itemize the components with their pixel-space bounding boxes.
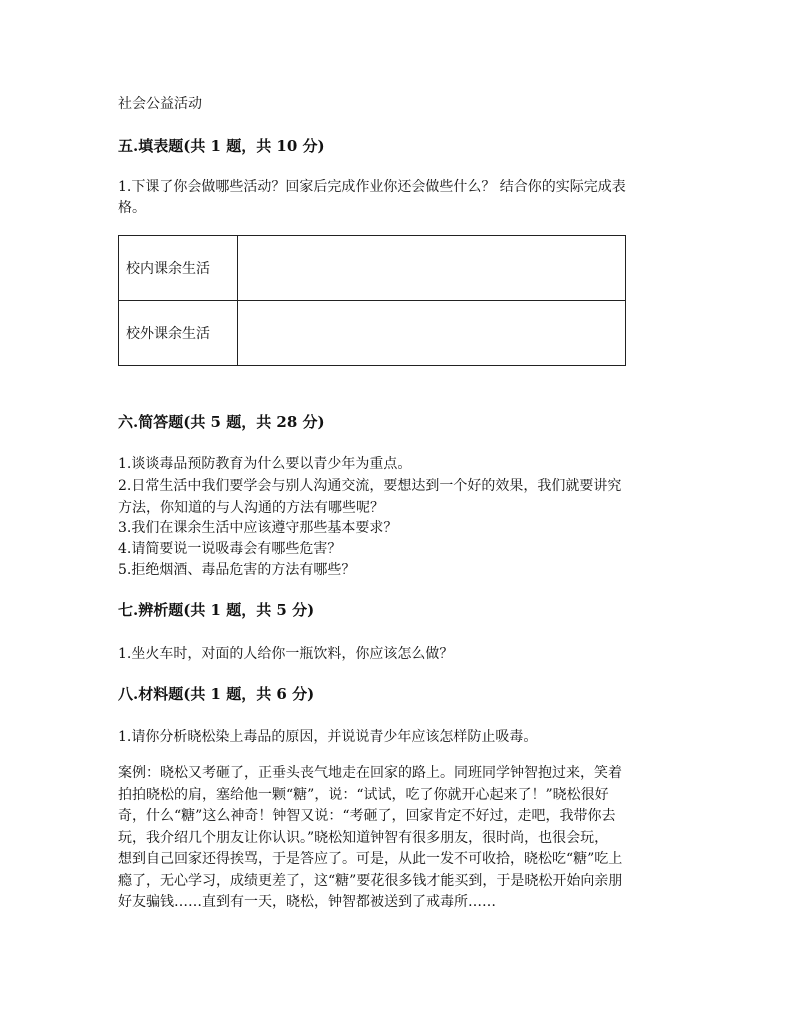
section8-heading: 八.材料题(共 1 题，共 6 分) bbox=[118, 685, 315, 703]
table-answer-cell bbox=[238, 236, 626, 301]
section6-line: 4.请简要说一说吸毒会有哪些危害？ bbox=[118, 541, 342, 557]
case-line: 玩，我介绍几个朋友让你认识。”晓松知道钟智有很多朋友，很时尚，也很会玩， bbox=[118, 830, 609, 846]
section5-question-line1: 1.下课了你会做哪些活动？回家后完成作业你还会做些什么？ 结合你的实际完成表 bbox=[118, 179, 626, 195]
table-row bbox=[119, 301, 626, 366]
table-answer-cell bbox=[238, 301, 626, 366]
case-line: 案例：晓松又考砸了，正垂头丧气地走在回家的路上。同班同学钟智抱过来，笑着 bbox=[118, 765, 622, 781]
top-line-text: 社会公益活动 bbox=[118, 96, 202, 112]
section5-heading: 五.填表题(共 1 题，共 10 分) bbox=[118, 137, 325, 155]
section6-line: 1.谈谈毒品预防教育为什么要以青少年为重点。 bbox=[118, 456, 412, 472]
section6-line: 方法，你知道的与人沟通的方法有哪些呢？ bbox=[118, 500, 384, 516]
case-line: 奇，什么“糖”这么神奇！钟智又说：“考砸了，回家肯定不好过，走吧，我带你去 bbox=[118, 808, 616, 824]
section7-heading: 七.辨析题(共 1 题，共 5 分) bbox=[118, 601, 315, 619]
case-line: 想到自己回家还得挨骂，于是答应了。可是，从此一发不可收拾，晓松吃“糖”吃上 bbox=[118, 851, 623, 867]
section5-question-line2: 格。 bbox=[118, 200, 146, 216]
table-label-cell: 校内课余生活 bbox=[119, 236, 238, 301]
case-line: 好友骗钱……直到有一天，晓松，钟智都被送到了戒毒所…… bbox=[118, 894, 496, 910]
activity-table bbox=[118, 235, 626, 366]
case-line: 瘾了，无心学习，成绩更差了，这“糖”要花很多钱才能买到，于是晓松开始向亲朋 bbox=[118, 873, 623, 889]
table-label-cell: 校外课余生活 bbox=[119, 301, 238, 366]
section6-line: 3.我们在课余生活中应该遵守那些基本要求？ bbox=[118, 520, 398, 536]
section8-question: 1.请你分析晓松染上毒品的原因，并说说青少年应该怎样防止吸毒。 bbox=[118, 729, 538, 745]
section6-heading: 六.简答题(共 5 题，共 28 分) bbox=[118, 413, 325, 431]
section6-line: 2.日常生活中我们要学会与别人沟通交流，要想达到一个好的效果，我们就要讲究 bbox=[118, 478, 622, 494]
section6-line: 5.拒绝烟酒、毒品危害的方法有哪些？ bbox=[118, 562, 356, 578]
case-line: 拍拍晓松的肩，塞给他一颗“糖”，说：“试试，吃了你就开心起来了！”晓松很好 bbox=[118, 787, 609, 803]
table-row bbox=[119, 236, 626, 301]
section7-question: 1.坐火车时，对面的人给你一瓶饮料，你应该怎么做？ bbox=[118, 646, 454, 662]
